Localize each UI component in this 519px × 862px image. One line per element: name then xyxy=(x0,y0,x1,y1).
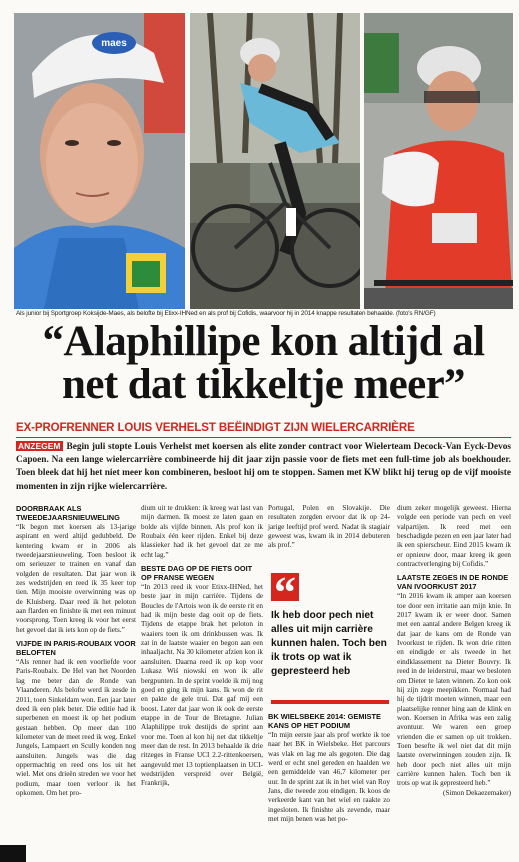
section-heading: DOORBRAAK ALS TWEEDEJAARSNIEUWELING xyxy=(16,504,120,522)
body-text: Portugal, Polen en Slovakije. Die resultaten zorgden ervoor dat ik op 24-jarige leeftijd prof werd. Nadat ik stagiair geweest was, kwam ik in 2014 debuteren als prof.” xyxy=(268,504,390,550)
column-3-top xyxy=(268,504,390,551)
body-text: “Ik begon met koersen als 13-jarige aspirant en werd altijd gedubbeld. De kentering kwam er in 2006 als tweedejaarsnieuweling. Toen besloot ik om serieuzer te trainen en vanaf dan volgden de resultaten. Dat jaar won ik zes wedstrijden en reed ik 35 keer top tien. Mijn mooiste overwinning was op de Kluisberg. Daar reed ik het peloton aan flarden en finishte ik met een minuut voorsprong. Toen kreeg ik voor het eerst het gevoel dat ik iets kon op de fiets.” xyxy=(16,523,136,634)
body-text: “Als renner had ik een voorliefde voor Paris-Roubaix. De Hel van het Noorden lag me beter dan de Ronde van Vlaanderen. Als belofte werd ik zesde in 2011, toen Sinkeldam won. Een jaar later deed ik een plek beter. Die editie had ik superbenen en moest ik op het podium gestaan hebben. Op meer dan 100 kilometer van de meet reed ik weg. Enkel Jungels, Lampaert en Scully konden nog aansluiten. Jungels was die dag oppermachtig en reed ons los uit het wiel. Met ons drieën streden we voor het podium, maar toen verloor ik het opkomen. Om het pro- xyxy=(16,658,136,797)
intro-paragraph xyxy=(16,440,511,494)
photo-strip xyxy=(14,13,513,309)
subhead: EX-PROFRENNER LOUIS VERHELST BEËINDIGT ZIJN WIELERCARRIÈRE xyxy=(16,422,415,434)
section-heading: BESTE DAG OP DE FIETS OOIT OP FRANSE WEGEN xyxy=(141,564,253,583)
photo-junior-portrait xyxy=(14,13,185,309)
headline-line-2: net dat tikkeltje meer” xyxy=(62,361,465,408)
byline: (Simon Dekaezemaker) xyxy=(442,788,511,797)
corner-mark xyxy=(0,845,26,862)
headline xyxy=(16,320,511,406)
body-text: “In 2013 reed ik voor Etixx-IHNed, het beste jaar in mijn carrière. Tijdens de Boucles de l'Artois won ik de eerste rit en had ik mijn beste dag ooit op de fiets. Tijdens de etappe brak het peloton in waaiers toen ik om drinkbussen was. Ik zat in de laatste waaier en begon aan een inhaaljacht. Na 30 kilometer afzien kon ik aansluiten. Daarna reed ik op kop voor Lukasz Wiś niowski en won ik alle bergpunten. In de sprint voelde ik mij nog goed en ging ik mijn kans. Ik won de rit en pakte de gele trui. Dat gaf mij een boost. Later dat jaar won ik ook de eerste etappe in de Tour de Bretagne. Julian Alaphilippe trok destijds de sprint aan voor me. Toen al kon hij net dat tikkeltje meer dan de rest. In 2013 behaalde ik drie ritzeges in Franse UCI 2.2-rittenkoersen, aangevuld met 13 toptienplaatsen in UCI-wedstrijden verspreid over België, Frankrijk, xyxy=(141,583,263,788)
section-heading: LAATSTE ZEGES IN DE RONDE VAN IVOORKUST 2017 xyxy=(397,573,509,592)
photo-belofte-rider xyxy=(190,13,360,309)
photo-cofidis-pro xyxy=(364,13,513,309)
subhead-rule xyxy=(16,437,511,438)
headline-line-1: “Alaphillipe kon altijd al xyxy=(42,318,485,365)
column-3-bottom xyxy=(268,712,390,824)
cap-logo: maes xyxy=(101,38,127,49)
quote-mark-icon: “ xyxy=(271,573,299,601)
body-text: “In 2016 kwam ik amper aan koersen toe door een irritatie aan mijn knie. In 2017 kwam ik er weer door. Samen met een aantal andere Belgen kreeg ik dat jaar de kans om de Ronde van Ivoorkust te rijden. Ik won drie ritten en eindigde er als tweede in het eindklassement na Dieter Bouvry. Ik reed in de leiderstrui, maar we besloten om Dieter te laten winnen. Zo kon ook hij zijn zege meepikken. Normaal had hij de tijdrit moeten winnen, maar een plaatselijke renner hing aan de klink en won. Koersen in Afrika was een zalig avontuur. We waren een groep vrienden die er samen op uit trokken. Toen besefte ik wel niet dat dit mijn laatste overwinningen zouden zijn. Ik heb door pech niet alles uit mijn carrière kunnen halen. Toch ben ik trots op wat ik gepresteerd heb.” xyxy=(397,592,511,788)
column-1 xyxy=(16,504,136,798)
photo-caption: Als junior bij Sportgroep Koksijde-Maes, als belofte bij Etixx-IHNed en als prof bij Cofidis, waarvoor hij in 2014 knappe resultaten behaalde. (foto's RN/GF) xyxy=(16,310,436,317)
location-tag: ANZEGEM xyxy=(18,441,61,451)
intro-text: Begin juli stopte Louis Verhelst met koersen als elite zonder contract voor Wielerteam Decock-Van Eyck-Devos Capoen. Na een lange wielercarrière combineerde hij dit jaar zijn passie voor de fiets met een full-time job als boekhouder. Toen bleek dat hij het niet meer kon combineren, besloot hij om te stoppen. Samen met KW blikt hij terug op de vijf mooiste momenten in zijn rijke wielercarrière. xyxy=(16,442,511,492)
section-heading: VIJFDE IN PARIS-ROUBAIX VOOR BELOFTEN xyxy=(16,639,136,658)
pull-quote-rule xyxy=(271,700,389,704)
body-text: “In mijn eerste jaar als prof werkte ik toe naar het BK in Wielsbeke. Het parcours was vlak en lag me als gegoten. Die dag werd er echt snel gereden en haalden we een gemiddelde van 46,7 kilometer per uur. In de sprint zat ik in het wiel van Roy Jans, die tweede zou eindigen. Ik koos de verkeerde kant van het wiel en raakte zo ingesloten. Ik finishte als zevende, maar met mijn benen was het po- xyxy=(268,731,390,824)
column-4 xyxy=(397,504,511,798)
pull-quote xyxy=(268,569,390,703)
body-text: dium zeker mogelijk geweest. Hierna volgde een periode van pech en veel valpartijen. Ik reed met een beschadigde pezen en een jaar later had ik een spierscheur. Eind 2015 kwam ik er opnieuw door, maar kreeg ik geen contractverlenging bij Cofidis.” xyxy=(397,504,511,569)
body-text: dium uit te drukken: ik kreeg wat last van mijn darmen. Ik moest ze laten gaan en bolde als vijfde binnen. Als prof kon ik Roubaix één keer rijden. Enkel bij deze klassieker had ik het gevoel dat ze me echt lag.” xyxy=(141,504,263,559)
column-2 xyxy=(141,504,263,789)
pull-quote-text: Ik heb door pech niet alles uit mijn carrière kunnen halen. Toch ben ik trots op wat ik gepresteerd heb xyxy=(271,610,387,677)
section-heading: BK WIELSBEKE 2014: GEMISTE KANS OP HET PODIUM xyxy=(268,712,381,730)
